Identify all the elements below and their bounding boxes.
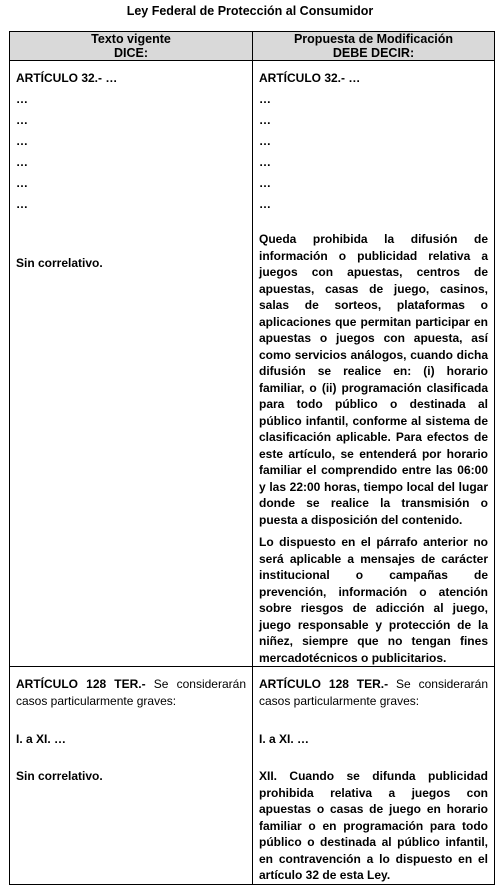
header-proposal <box>253 32 495 61</box>
proposal-article-128ter-text <box>259 676 488 709</box>
current-no-correlative: Sin correlativo. <box>16 769 103 783</box>
proposal-ellipsis: … <box>259 176 271 190</box>
proposal-ellipsis: … <box>259 92 271 106</box>
header-current-text <box>10 32 253 61</box>
proposal-article-128ter-body: Se considerarán casos particularmente graves: <box>259 677 488 708</box>
proposal-article-32-heading: ARTÍCULO 32.- … <box>259 71 361 85</box>
table-row <box>10 61 495 667</box>
current-ellipsis: … <box>16 134 28 148</box>
header-proposal-title: Propuesta de Modificación <box>293 32 454 46</box>
current-ellipsis: … <box>16 155 28 169</box>
header-current-title: Texto vigente <box>91 32 171 46</box>
proposal-article-128ter-heading: ARTÍCULO 128 TER.- <box>259 677 389 691</box>
current-article-128ter-body: Se considerarán casos particularmente graves: <box>16 677 246 708</box>
document-title: Ley Federal de Protección al Consumidor <box>126 4 374 18</box>
proposal-ellipsis: … <box>259 113 271 127</box>
current-article-32-cell <box>10 61 253 667</box>
current-article-128ter-cell <box>10 667 253 885</box>
proposal-ellipsis: … <box>259 197 271 211</box>
proposal-fractions: I. a XI. … <box>259 732 310 746</box>
proposal-article-32-paragraph-1: Queda prohibida la difusión de información o publicidad relativa a juegos con apuestas, centros de apuestas, casas de juego, casinos, salas de sorteos, plataformas o aplicaciones que permitan participar en apuestas o juegos con apuesta, así como servicios análogos, cuando dicha difusión se realice en: (i) horario familiar, o (ii) programación clasificada para todo público o destinada al público infantil, conforme al sistema de clasificación aplicable. Para efectos de este artículo, se entenderá por horario familiar el comprendido entre las 06:00 y las 22:00 horas, tiempo local del lugar donde se realice la transmisión o puesta a disposición del contenido. <box>259 232 488 527</box>
proposal-ellipsis: … <box>259 134 271 148</box>
current-ellipsis: … <box>16 113 28 127</box>
current-ellipsis: … <box>16 176 28 190</box>
header-current-subtitle: DICE: <box>113 46 149 60</box>
proposal-article-32-cell <box>253 61 495 667</box>
comparison-table <box>9 31 495 885</box>
current-article-32-heading: ARTÍCULO 32.- … <box>16 71 118 85</box>
current-ellipsis: … <box>16 92 28 106</box>
table-row <box>10 667 495 885</box>
current-article-128ter-text <box>16 676 246 709</box>
proposal-fraction-xii: XII. Cuando se difunda publicidad prohibida relativa a juegos con apuestas o casas de juego en horario familiar o en programación para todo público o destinada al público infantil, en contravención a lo dispuesto en el artículo 32 de esta Ley. <box>259 769 488 882</box>
current-ellipsis: … <box>16 197 28 211</box>
current-fractions: I. a XI. … <box>16 732 67 746</box>
proposal-ellipsis: … <box>259 155 271 169</box>
current-article-128ter-heading: ARTÍCULO 128 TER.- <box>16 677 146 691</box>
proposal-article-32-paragraph-2: Lo dispuesto en el párrafo anterior no será aplicable a mensajes de carácter institucional o campañas de prevención, información o atención sobre riesgos de adicción al juego, juego responsable y protección de la niñez, siempre que no tengan fines mercadotécnicos o publicitarios. <box>259 535 488 665</box>
header-proposal-subtitle: DEBE DECIR: <box>332 46 415 60</box>
proposal-article-128ter-cell <box>253 667 495 885</box>
current-no-correlative: Sin correlativo. <box>16 256 103 270</box>
table-header-row <box>10 32 495 61</box>
